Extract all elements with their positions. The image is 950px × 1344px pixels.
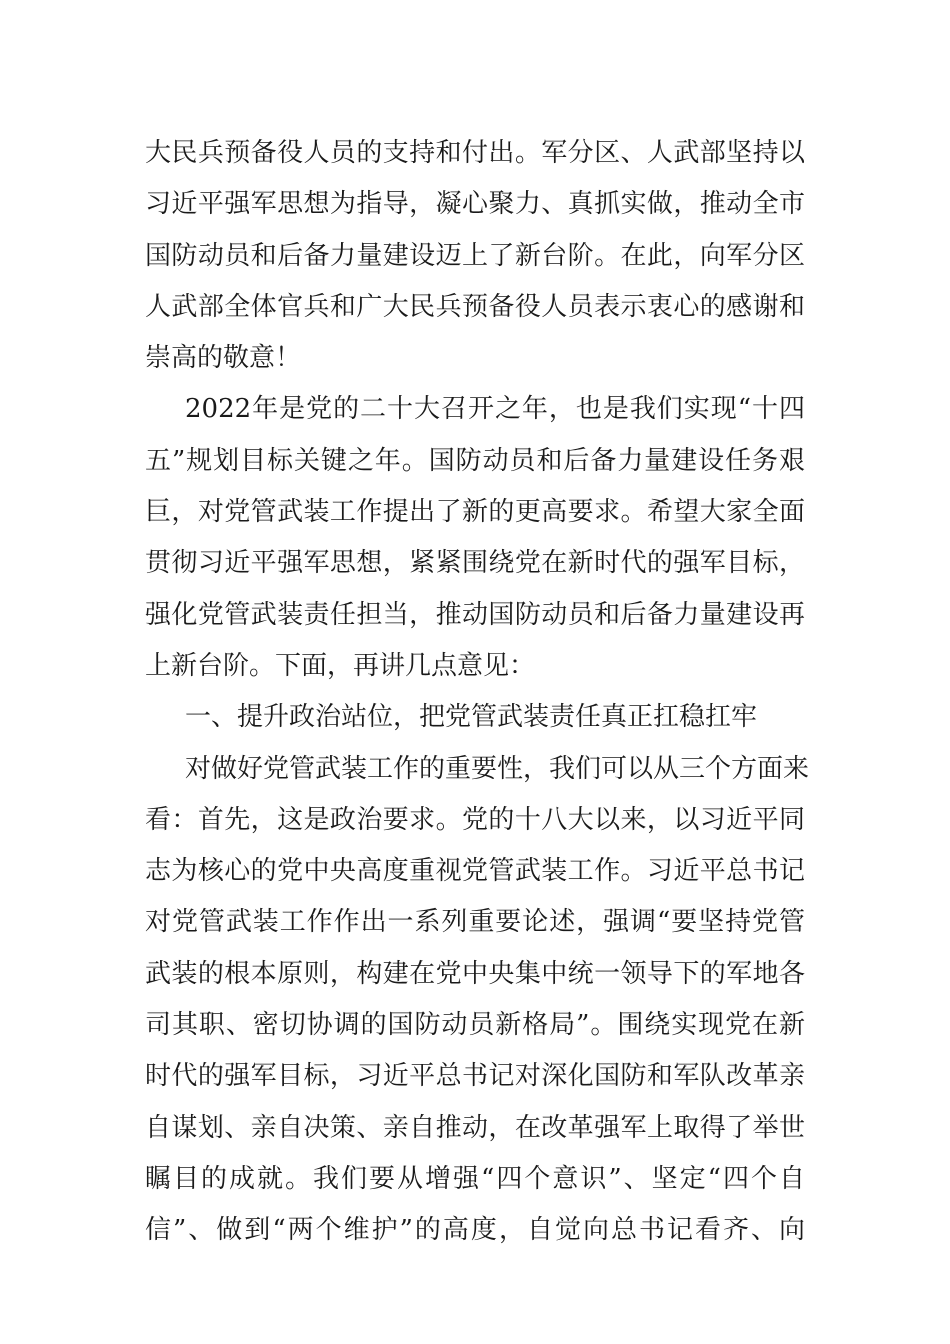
text-line: 对党管武装工作作出一系列重要论述，强调“要坚持党管 — [145, 907, 805, 938]
text-line: 国防动员和后备力量建设迈上了新台阶。在此，向军分区 — [145, 240, 805, 271]
text-line: 人武部全体官兵和广大民兵预备役人员表示衷心的感谢和 — [145, 291, 805, 322]
text-line: 时代的强军目标，习近平总书记对深化国防和军队改革亲 — [145, 1061, 805, 1092]
text-line: 巨，对党管武装工作提出了新的更高要求。希望大家全面 — [145, 497, 805, 528]
text-line: 习近平强军思想为指导，凝心聚力、真抓实做，推动全市 — [145, 189, 805, 220]
text-line: 志为核心的党中央高度重视党管武装工作。习近平总书记 — [145, 856, 805, 887]
text-line: 自谋划、亲自决策、亲自推动，在改革强军上取得了举世 — [145, 1112, 805, 1143]
text-line: 上新台阶。下面，再讲几点意见： — [145, 650, 536, 681]
text-line: 武装的根本原则，构建在党中央集中统一领导下的军地各 — [145, 958, 805, 989]
text-line: 五”规划目标关键之年。国防动员和后备力量建设任务艰 — [145, 445, 805, 476]
text-line: 一、提升政治站位，把党管武装责任真正扛稳扛牢 — [185, 702, 758, 733]
text-line: 2022年是党的二十大召开之年，也是我们实现“十四 — [185, 394, 805, 425]
text-line: 强化党管武装责任担当，推动国防动员和后备力量建设再 — [145, 599, 805, 630]
document-body-text — [145, 128, 810, 1257]
text-line: 司其职、密切协调的国防动员新格局”。围绕实现党在新 — [145, 1010, 805, 1041]
text-line: 崇高的敬意！ — [145, 343, 302, 374]
text-line: 看：首先，这是政治要求。党的十八大以来，以习近平同 — [145, 804, 805, 835]
text-line: 瞩目的成就。我们要从增强“四个意识”、坚定“四个自 — [145, 1163, 805, 1194]
text-line: 对做好党管武装工作的重要性，我们可以从三个方面来 — [185, 753, 810, 784]
text-line: 信”、做到“两个维护”的高度，自觉向总书记看齐、向 — [145, 1215, 805, 1246]
text-line: 贯彻习近平强军思想，紧紧围绕党在新时代的强军目标， — [145, 548, 805, 579]
text-line: 大民兵预备役人员的支持和付出。军分区、人武部坚持以 — [145, 138, 805, 168]
